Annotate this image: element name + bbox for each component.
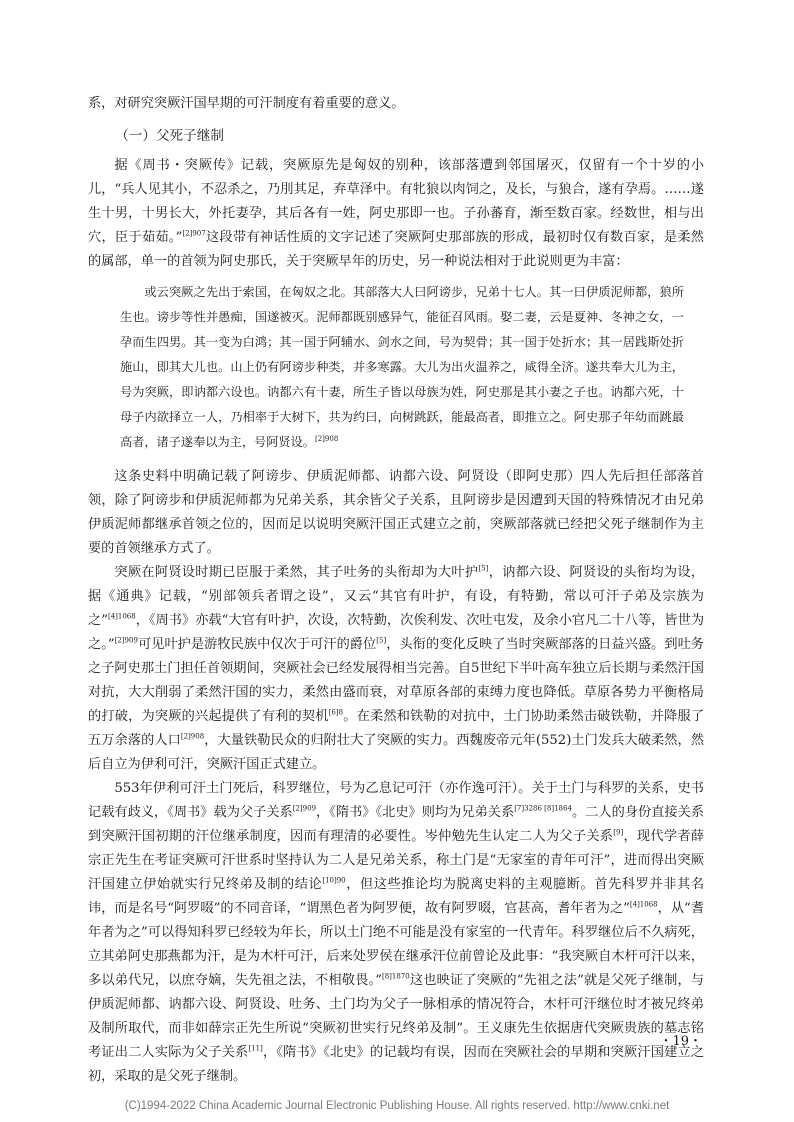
text-run: 可见叶护是游牧民族中仅次于可汗的爵位 <box>137 637 377 652</box>
citation-ref: [2]907 <box>182 229 206 238</box>
citation-ref: [2]909 <box>114 636 138 645</box>
citation-ref: [2]908 <box>180 732 205 741</box>
text-run: ，讷都六设、阿贤设的头衔均为设，据《通典》记载，“别部领兵者谓之设”，又云“其官有叶护，有设，有特勤，常以可汗子弟及宗族为之” <box>88 565 705 628</box>
paragraph-1 <box>88 154 704 274</box>
citation-ref: [6]8 <box>328 708 344 717</box>
text-run: ，头衔的变化反映了当时突厥部落的日益兴盛。到吐务之子阿史那土门担任首领期间，突厥社会已经发展得相当完善。自5世纪下半叶高车独立后长期与柔然汗国对抗，大大削弱了柔然汗国的实力，柔然由盛而衰，对草原各部的束缚力度也降低。草原各势力平衡格局的打破，为突厥的兴起提供了有利的契机 <box>88 637 704 724</box>
citation-ref: [9] <box>613 828 624 837</box>
text-run: ，从“耆年者为之”可以得知科罗已经较为年长，所以土门绝不可能是没有家室的一代青年。科罗继位后不久病死，立其弟阿史那燕都为汗，是为木杆可汗，后来处罗侯在继承汗位前曾论及此事：“我突厥自木杆可汗以来，多以弟代兄，以庶夺嫡，失先祖之法，不相敬畏。” <box>88 901 704 988</box>
text-run: ，但这些推论均为脱离史料的主观臆断。首先科罗并非其名讳，而是名号“阿罗啜”的不同音译，“谓黑色者为阿罗便，故有阿罗啜，官甚高，耆年者为之” <box>88 877 705 916</box>
text-run: 据《周书・突厥传》记载，突厥原先是匈奴的别种，该部落遭到邻国屠灭，仅留有一个十岁的小儿，“兵人见其小，不忍杀之，乃刖其足，弃草泽中。有牝狼以肉饲之，及长，与狼合，遂有孕焉。……遂生十男，十男长大，外托妻孕，其后各有一姓，阿史那即一也。子孙蕃育，渐至数百家。经数世，相与出穴，臣于茹茹。” <box>88 158 704 245</box>
section-heading: （一）父死子继制 <box>115 128 224 144</box>
text-run: 这条史料中明确记载了阿谤步、伊质泥师都、讷都六设、阿贤设（即阿史那）四人先后担任部落首领，除了阿谤步和伊质泥师都为兄弟关系，其余皆父子关系，且阿谤步是因遭到天国的特殊情况才由兄弟伊质泥师都继承首领之位的，因而足以说明突厥汗国正式建立之前，突厥部落就已经把父死子继制作为主要的首领继承方式了。 <box>88 469 704 556</box>
text-run: ，大量铁勒民众的归附壮大了突厥的实力。西魏废帝元年(552)土门发兵大破柔然，然后自立为伊利可汗，突厥汗国正式建立。 <box>88 733 705 772</box>
text-run: 这也映证了突厥的“先祖之法”就是父死子继制，与伊质泥师都、讷都六设、阿贤设、吐务、土门均为父子一脉相承的情况符合，木杆可汗继位时才被兄终弟及制所取代，而非如薛宗正先生所说“突厥初世实行兄终弟及制”。王义康先生依据唐代突厥贵族的墓志铭考证出二人实际为父子关系 <box>88 973 705 1060</box>
citation-ref: [7]3286 [8]1864 <box>514 804 572 813</box>
text-run: 。二人的身份直接关系到突厥汗国初期的汗位继承制度，因而有理清的必要性。岑仲勉先生认定二人为父子关系 <box>88 805 705 844</box>
text-run: ，《隋书》《北史》的记载均有误，因而在突厥社会的早期和突厥汗国建立之初，采取的是父死子继制。 <box>88 1045 705 1084</box>
citation-ref: [2]909 <box>292 804 317 813</box>
citation-ref: [8]1870 <box>381 972 410 981</box>
text-run: ，《隋书》《北史》则均为兄弟关系 <box>316 805 515 820</box>
text-run: ，现代学者薛宗正先生在考证突厥可汗世系时坚持认为二人是兄弟关系，称土门是“无家室的青年可汗”，进而得出突厥汗国建立伊始就实行兄终弟及制的结论 <box>88 829 704 892</box>
paragraph-4 <box>88 777 704 1089</box>
copyright-footer: (C)1994-2022 China Academic Journal Electronic Publishing House. All rights reserved. http://www.cnki.net <box>124 1100 670 1112</box>
text-run: 或云突厥之先出于索国，在匈奴之北。其部落大人曰阿谤步，兄弟十七人。其一曰伊质泥师都，狼所生也。谤步等性并愚痴，国遂被灭。泥师都既别感异气，能征召风雨。娶二妻，云是夏神、冬神之女，一孕而生四男。其一变为白鸿；其一国于阿辅水、剑水之间，号为契骨；其一国于处折水；其一居践斯处折施山，即其大儿也。山上仍有阿谤步种类，并多寒露。大儿为出火温养之，咸得全济。遂共奉大儿为主，号为突厥，即讷都六设也。讷都六有十妻，所生子皆以母族为姓，阿史那是其小妻之子也。讷都六死，十母子内欲择立一人，乃相率于大树下，共为约曰，向树跳跃，能最高者，即推立之。阿史那子年幼而跳最高者，诸子遂奉以为主，号阿贤设。 <box>120 285 684 449</box>
citation-ref: [5] <box>478 564 489 573</box>
paragraph-3 <box>88 561 704 777</box>
text-run: 。在柔然和铁勒的对抗中，土门协助柔然击破铁勒，并降服了五万余落的人口 <box>88 709 705 748</box>
block-quote <box>120 280 684 455</box>
paragraph-2 <box>88 465 704 561</box>
citation-ref: [5] <box>376 636 387 645</box>
text-run: 这段带有神话性质的文字记述了突厥阿史那部族的形成，最初时仅有数百家，是柔然的属部，单一的首领为阿史那氏，关于突厥早年的历史，另一种说法相对于此说则更为丰富： <box>88 230 704 269</box>
text-run: ，《周书》亦载“大官有叶护，次设，次特勤，次俟利发、次吐屯发，及余小官凡二十八等，皆世为之。” <box>88 613 705 652</box>
citation-ref: [2]908 <box>315 434 339 443</box>
citation-ref: [4]1068 <box>629 900 658 909</box>
citation-ref: [4]1068 <box>107 612 136 621</box>
text-run: 突厥在阿贤设时期已臣服于柔然，其子吐务的头衔却为大叶护 <box>114 565 479 580</box>
text-run: 553年伊利可汗土门死后，科罗继位，号为乙息记可汗（亦作逸可汗）。关于土门与科罗的关系，史书记载有歧义，《周书》载为父子关系 <box>88 781 704 820</box>
page-number: ・19・ <box>659 1034 702 1049</box>
citation-ref: [11] <box>248 1044 263 1053</box>
article-body <box>88 92 704 1089</box>
paragraph-continuation: 系，对研究突厥汗国早期的可汗制度有着重要的意义。 <box>88 96 405 111</box>
citation-ref: [10]90 <box>322 876 346 885</box>
